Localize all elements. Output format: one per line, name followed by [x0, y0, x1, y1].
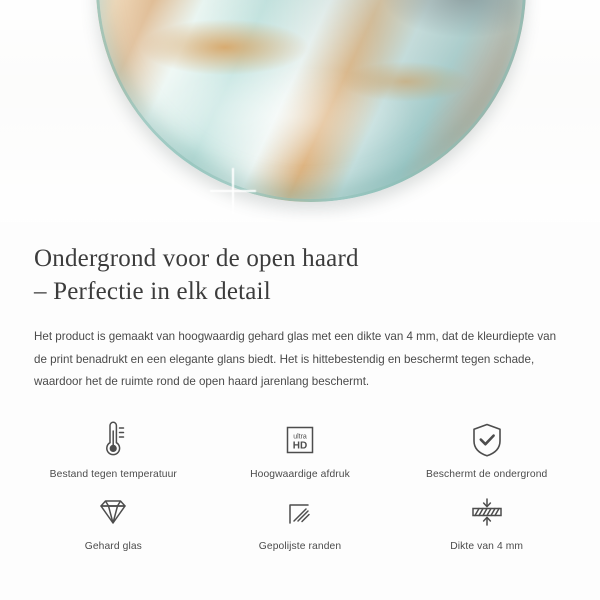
feature-item-print-quality	[207, 418, 394, 480]
feature-grid	[0, 418, 600, 552]
feature-item-surface-protection	[393, 418, 580, 480]
thermometer-icon	[93, 418, 133, 462]
headline-line-2: – Perfectie in elk detail	[34, 278, 271, 305]
feature-label: Beschermt de ondergrond	[425, 468, 548, 480]
shield-check-icon	[467, 418, 507, 462]
page-title	[34, 242, 566, 308]
feature-item-thickness	[393, 490, 580, 552]
feature-item-polished-edges	[207, 490, 394, 552]
svg-text:ultra: ultra	[293, 433, 307, 441]
thickness-4mm-icon	[463, 490, 511, 534]
ultra-hd-icon	[280, 418, 320, 462]
body-paragraph: Het product is gemaakt van hoogwaardig gehard glas met een dikte van 4 mm, dat de kleurdiepte van de print benadrukt en een elegante glans biedt. Het is hittebestendig en beschermt tegen schade, waardoor het de ruimte rond de open haard jarenlang beschermt.	[34, 330, 557, 389]
feature-label: Gehard glas	[84, 540, 142, 552]
polished-edges-icon	[280, 490, 320, 534]
content-block	[0, 222, 600, 394]
feature-label: Gepolijste randen	[258, 540, 342, 552]
hero-image	[0, 0, 600, 222]
svg-text:HD: HD	[292, 440, 308, 452]
feature-label: Bestand tegen temperatuur	[49, 468, 177, 480]
diamond-icon	[91, 490, 135, 534]
glass-disc-product	[96, 0, 526, 202]
headline-line-1: Ondergrond voor de open haard	[34, 245, 359, 272]
feature-item-temperature	[20, 418, 207, 480]
feature-item-tempered-glass	[20, 490, 207, 552]
feature-label: Dikte van 4 mm	[450, 540, 524, 552]
feature-label: Hoogwaardige afdruk	[250, 468, 350, 480]
